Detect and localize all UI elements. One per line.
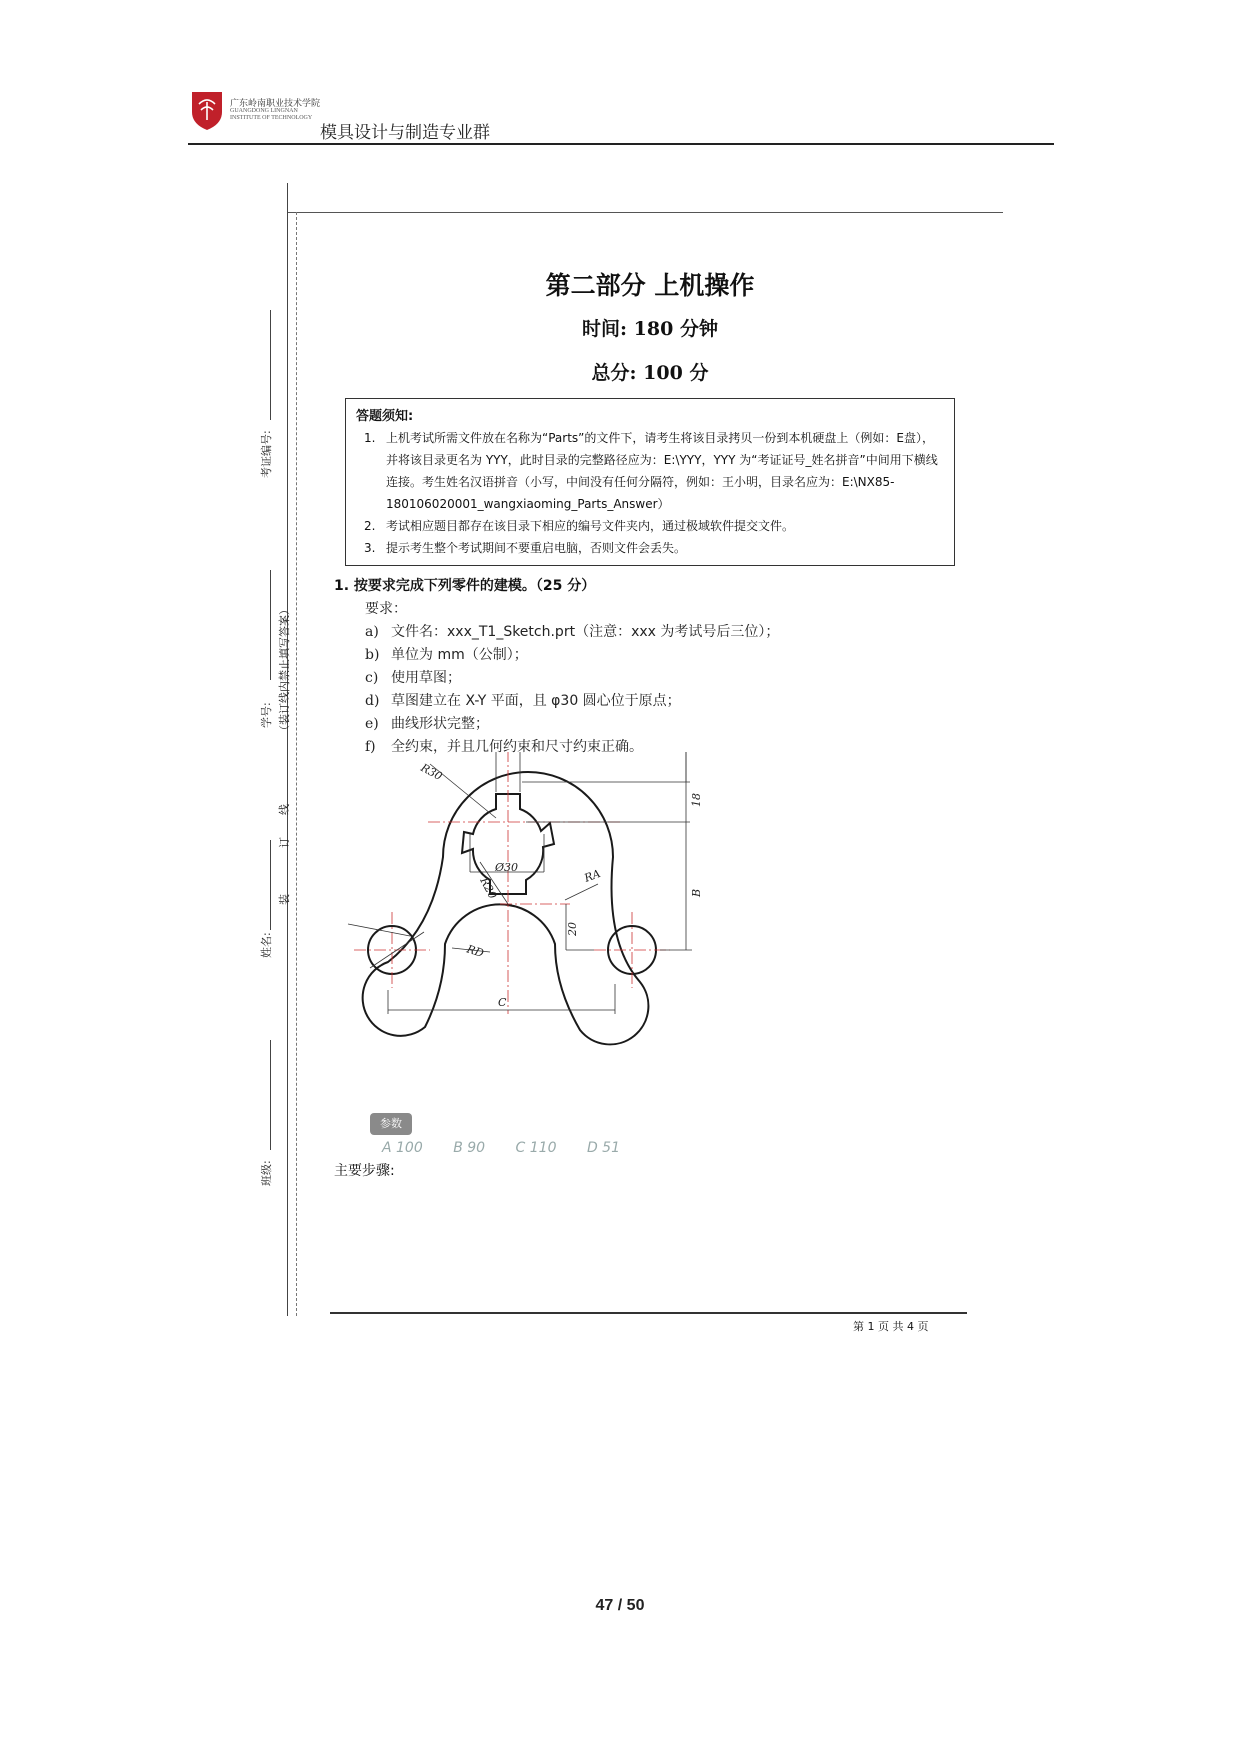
group-title: 模具设计与制造专业群 xyxy=(320,123,490,143)
cad-drawing xyxy=(340,752,790,1132)
requirement-letter: f) xyxy=(365,739,376,755)
notice-item-text: 上机考试所需文件放在名称为“Parts”的文件下，请考生将该目录拷贝一份到本机硬盘上（例如：E盘），并将该目录更名为 YYY，此时目录的完整路径应为：E:\YYY，YYY 为“考证证号_姓名拼音”中间用下横线连接。考生姓名汉语拼音（小写，中间没有任何分隔符，例如：王小明，目录名应为：E:\NX85-180106020001_wangxiaoming_Parts_Answer） xyxy=(386,431,938,511)
frame-left-rule xyxy=(287,183,288,1316)
score-title: 总分: 100 分 xyxy=(591,362,709,384)
params-button[interactable]: 参数 xyxy=(370,1113,412,1135)
dim-20: 20 xyxy=(566,922,579,936)
notice-item-text: 提示考生整个考试期间不要重启电脑，否则文件会丢失。 xyxy=(386,541,687,555)
notice-box xyxy=(345,398,955,566)
binding-char-2: 订 xyxy=(278,837,291,848)
main-steps-label: 主要步骤: xyxy=(334,1163,395,1179)
dim-r20-mid: R20 xyxy=(477,875,500,902)
notice-item xyxy=(356,515,944,537)
question-heading: 1. 按要求完成下列零件的建模。（25 分） xyxy=(334,578,596,594)
student-no-line xyxy=(270,570,271,680)
dim-r30: R30 xyxy=(418,761,445,784)
requirement-text: 曲线形状完整； xyxy=(391,716,489,732)
binding-char-1: 线 xyxy=(278,804,291,815)
requirements-label: 要求： xyxy=(365,601,407,617)
params-values xyxy=(382,1140,646,1156)
requirement-text: 草图建立在 X-Y 平面，且 φ30 圆心位于原点； xyxy=(391,693,681,709)
class-label: 班级: xyxy=(260,1160,273,1186)
param-d: D 51 xyxy=(586,1140,620,1156)
header-rule xyxy=(188,143,1054,145)
name-label: 姓名: xyxy=(260,932,273,958)
requirement-item xyxy=(365,667,461,687)
requirement-letter: b) xyxy=(365,647,380,663)
class-line xyxy=(270,1040,271,1150)
requirement-letter: d) xyxy=(365,693,380,709)
page-of-label: 第 1 页 共 4 页 xyxy=(853,1320,929,1333)
requirement-text: 单位为 mm（公制）； xyxy=(391,647,528,663)
notice-item-num: 1. xyxy=(364,431,376,445)
dim-rd: RD xyxy=(465,942,486,961)
dim-dia30: Ø30 xyxy=(495,861,519,874)
dim-c: C xyxy=(498,996,507,1009)
school-name-en: GUANGDONG LINGNAN INSTITUTE OF TECHNOLOGY xyxy=(230,108,313,121)
requirement-item xyxy=(365,690,681,710)
requirement-text: 使用草图； xyxy=(391,670,461,686)
requirement-letter: e) xyxy=(365,716,379,732)
dim-b: B xyxy=(690,888,703,897)
time-title: 时间: 180 分钟 xyxy=(582,318,718,340)
requirement-text: 文件名：xxx_T1_Sketch.prt（注意：xxx 为考试号后三位）； xyxy=(391,624,780,640)
requirement-item xyxy=(365,713,489,733)
param-b: B 90 xyxy=(453,1140,486,1156)
requirement-letter: a) xyxy=(365,624,379,640)
notice-item-num: 3. xyxy=(364,541,376,555)
section-title: 第二部分 上机操作 xyxy=(545,271,755,300)
dim-18: 18 xyxy=(690,793,703,807)
page-counter: 47 / 50 xyxy=(595,1597,645,1614)
requirement-text: 全约束，并且几何约束和尺寸约束正确。 xyxy=(391,739,643,755)
footer-rule xyxy=(330,1312,967,1314)
dim-dia20 xyxy=(340,969,341,987)
binding-char-3: 装 xyxy=(278,894,291,905)
notice-item xyxy=(356,537,944,559)
exam-no-label: 考证编号: xyxy=(260,430,273,478)
frame-top-rule xyxy=(287,212,1003,213)
school-logo-icon xyxy=(190,90,224,132)
name-line xyxy=(270,840,271,930)
notice-title: 答题须知: xyxy=(356,409,414,424)
requirement-item xyxy=(365,621,779,641)
student-no-label: 学号: xyxy=(260,702,273,728)
no-answer-note: （装订线内禁止填写答案） xyxy=(278,604,291,736)
school-name-cn: 广东岭南职业技术学院 xyxy=(230,99,321,109)
notice-item xyxy=(356,427,944,515)
notice-item-num: 2. xyxy=(364,519,376,533)
notice-item-text: 考试相应题目都存在该目录下相应的编号文件夹内，通过极域软件提交文件。 xyxy=(386,519,795,533)
param-a: A 100 xyxy=(382,1140,423,1156)
requirement-letter: c) xyxy=(365,670,379,686)
requirement-item xyxy=(365,644,528,664)
dim-ra: RA xyxy=(582,867,603,885)
param-c: C 110 xyxy=(515,1140,557,1156)
